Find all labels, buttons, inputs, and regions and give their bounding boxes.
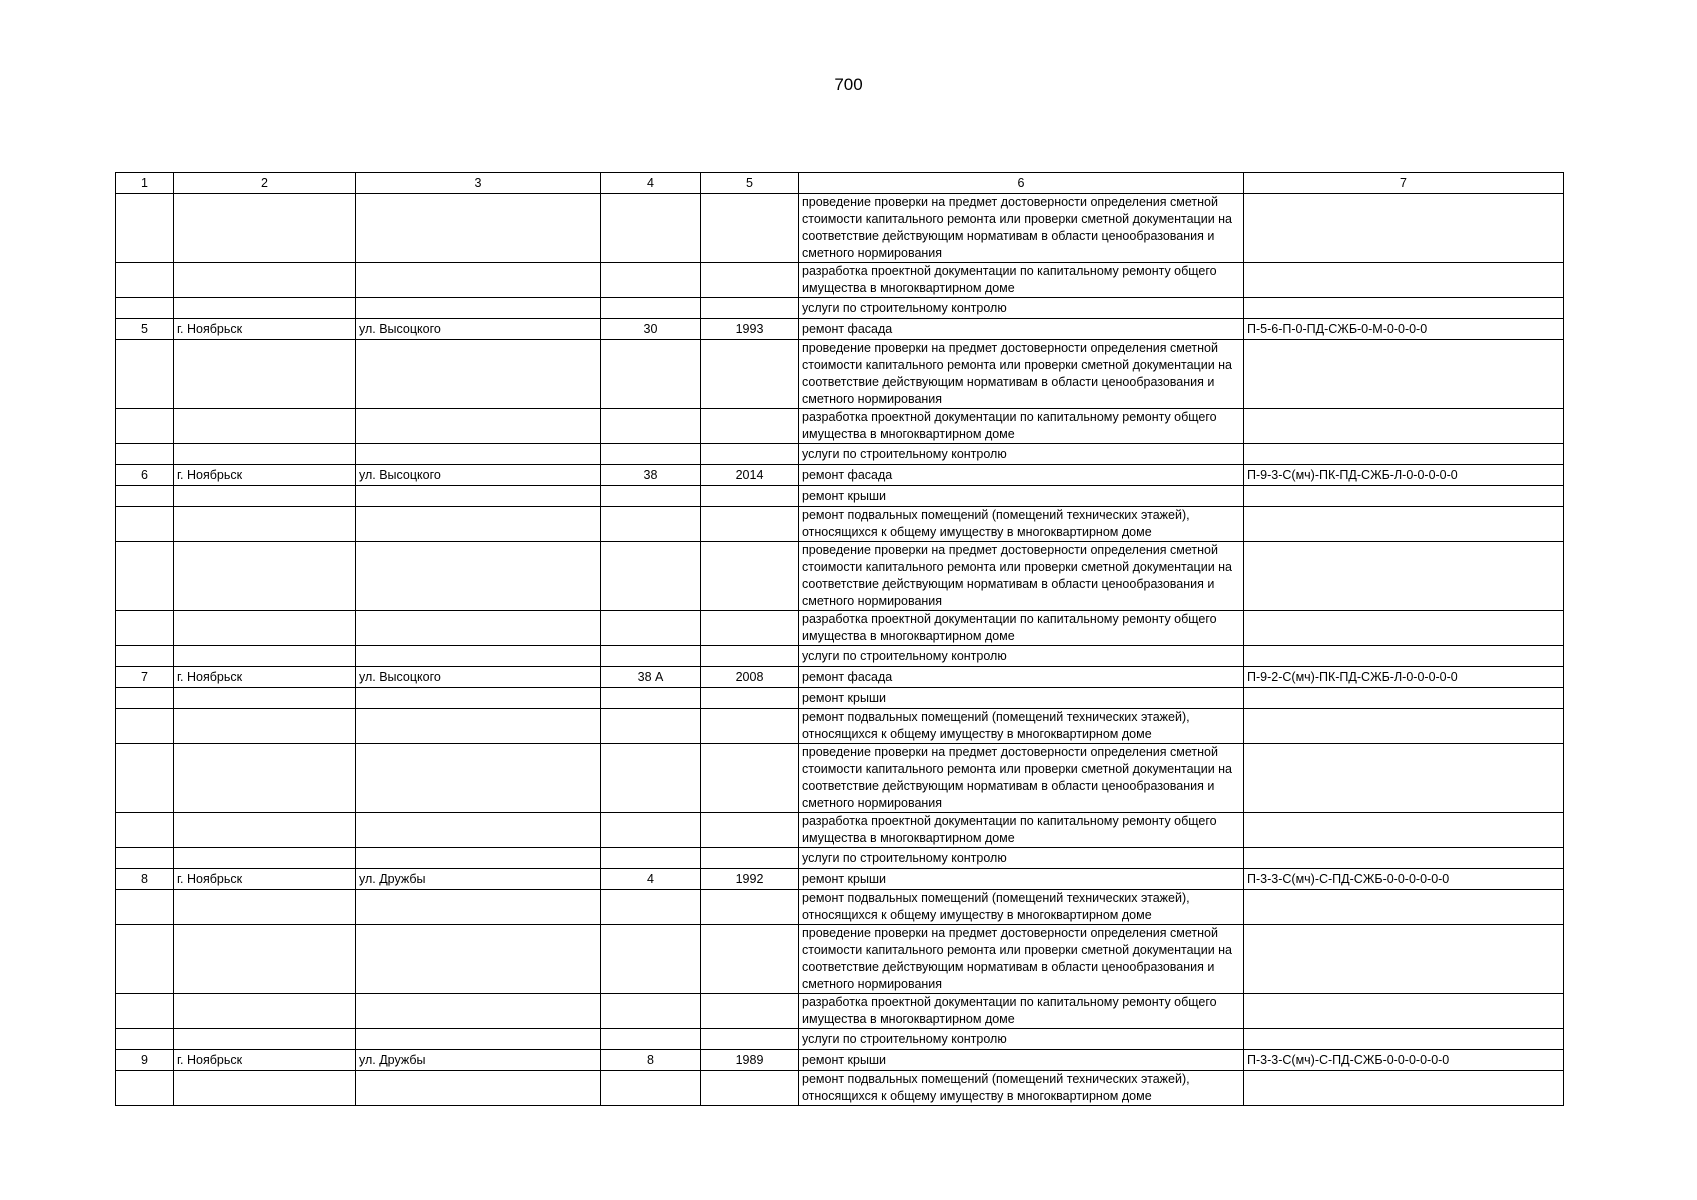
cell-year-built — [701, 542, 799, 611]
cell-street: ул. Дружбы — [356, 869, 601, 890]
cell-city — [174, 507, 356, 542]
cell-row-number — [116, 444, 174, 465]
cell-building-code — [1244, 925, 1564, 994]
cell-work-type: разработка проектной документации по капитальному ремонту общего имущества в многоквартирном доме — [799, 409, 1244, 444]
column-header-5: 5 — [701, 173, 799, 194]
cell-street — [356, 994, 601, 1029]
cell-building-code — [1244, 1029, 1564, 1050]
cell-house-number — [601, 194, 701, 263]
cell-year-built — [701, 194, 799, 263]
cell-row-number: 9 — [116, 1050, 174, 1071]
cell-street — [356, 542, 601, 611]
table-row — [116, 444, 1564, 465]
cell-city — [174, 444, 356, 465]
cell-building-code — [1244, 709, 1564, 744]
cell-street — [356, 298, 601, 319]
cell-city — [174, 994, 356, 1029]
cell-building-code — [1244, 486, 1564, 507]
cell-work-type: ремонт подвальных помещений (помещений технических этажей), относящихся к общему имуществу в многоквартирном доме — [799, 1071, 1244, 1106]
cell-street — [356, 486, 601, 507]
cell-year-built — [701, 890, 799, 925]
column-header-2: 2 — [174, 173, 356, 194]
cell-building-code: П-5-6-П-0-ПД-СЖБ-0-М-0-0-0-0 — [1244, 319, 1564, 340]
cell-city — [174, 744, 356, 813]
cell-row-number — [116, 611, 174, 646]
cell-work-type: услуги по строительному контролю — [799, 1029, 1244, 1050]
table-row — [116, 667, 1564, 688]
cell-city — [174, 409, 356, 444]
cell-house-number: 30 — [601, 319, 701, 340]
cell-house-number — [601, 646, 701, 667]
cell-house-number — [601, 444, 701, 465]
cell-row-number — [116, 744, 174, 813]
cell-street — [356, 1029, 601, 1050]
cell-building-code — [1244, 409, 1564, 444]
table-row — [116, 409, 1564, 444]
column-header-1: 1 — [116, 173, 174, 194]
cell-house-number — [601, 890, 701, 925]
cell-street — [356, 1071, 601, 1106]
cell-city — [174, 848, 356, 869]
cell-house-number — [601, 298, 701, 319]
cell-house-number: 4 — [601, 869, 701, 890]
cell-year-built: 2008 — [701, 667, 799, 688]
cell-building-code — [1244, 263, 1564, 298]
table-row — [116, 194, 1564, 263]
cell-house-number — [601, 925, 701, 994]
cell-work-type: разработка проектной документации по капитальному ремонту общего имущества в многоквартирном доме — [799, 263, 1244, 298]
cell-row-number — [116, 340, 174, 409]
cell-street — [356, 409, 601, 444]
cell-city: г. Ноябрьск — [174, 465, 356, 486]
cell-year-built: 1993 — [701, 319, 799, 340]
table-row — [116, 542, 1564, 611]
cell-year-built — [701, 444, 799, 465]
cell-building-code — [1244, 611, 1564, 646]
cell-street — [356, 263, 601, 298]
cell-street: ул. Высоцкого — [356, 319, 601, 340]
table-row — [116, 340, 1564, 409]
cell-street — [356, 813, 601, 848]
cell-row-number: 6 — [116, 465, 174, 486]
cell-row-number — [116, 298, 174, 319]
table-body — [116, 194, 1564, 1106]
cell-work-type: проведение проверки на предмет достоверности определения сметной стоимости капитального ремонта или проверки сметной документации на соответствие действующим нормативам в области ценообразования и сметного нормирования — [799, 340, 1244, 409]
cell-city: г. Ноябрьск — [174, 869, 356, 890]
cell-city — [174, 611, 356, 646]
cell-work-type: услуги по строительному контролю — [799, 444, 1244, 465]
cell-city: г. Ноябрьск — [174, 319, 356, 340]
cell-house-number: 38 А — [601, 667, 701, 688]
cell-building-code — [1244, 848, 1564, 869]
column-number-row — [116, 173, 1564, 194]
cell-house-number — [601, 1071, 701, 1106]
cell-street — [356, 507, 601, 542]
table-row — [116, 994, 1564, 1029]
cell-row-number — [116, 486, 174, 507]
cell-city — [174, 194, 356, 263]
table-row — [116, 507, 1564, 542]
cell-street — [356, 925, 601, 994]
cell-year-built — [701, 646, 799, 667]
cell-work-type: ремонт подвальных помещений (помещений технических этажей), относящихся к общему имуществу в многоквартирном доме — [799, 507, 1244, 542]
cell-building-code — [1244, 744, 1564, 813]
cell-city — [174, 890, 356, 925]
cell-city: г. Ноябрьск — [174, 667, 356, 688]
cell-work-type: ремонт крыши — [799, 688, 1244, 709]
cell-row-number — [116, 813, 174, 848]
cell-year-built — [701, 340, 799, 409]
cell-house-number — [601, 340, 701, 409]
table-row — [116, 465, 1564, 486]
cell-building-code: П-9-2-С(мч)-ПК-ПД-СЖБ-Л-0-0-0-0-0 — [1244, 667, 1564, 688]
cell-building-code — [1244, 890, 1564, 925]
table-row — [116, 646, 1564, 667]
table-row — [116, 848, 1564, 869]
cell-city — [174, 486, 356, 507]
cell-year-built — [701, 507, 799, 542]
column-header-7: 7 — [1244, 173, 1564, 194]
cell-building-code — [1244, 646, 1564, 667]
cell-house-number — [601, 611, 701, 646]
cell-work-type: проведение проверки на предмет достоверности определения сметной стоимости капитального ремонта или проверки сметной документации на соответствие действующим нормативам в области ценообразования и сметного нормирования — [799, 925, 1244, 994]
cell-house-number — [601, 688, 701, 709]
cell-row-number — [116, 925, 174, 994]
cell-building-code — [1244, 688, 1564, 709]
cell-house-number — [601, 507, 701, 542]
cell-city — [174, 688, 356, 709]
cell-year-built: 1992 — [701, 869, 799, 890]
cell-street: ул. Высоцкого — [356, 667, 601, 688]
table-row — [116, 611, 1564, 646]
cell-row-number — [116, 994, 174, 1029]
cell-year-built — [701, 813, 799, 848]
cell-building-code — [1244, 1071, 1564, 1106]
table-row — [116, 869, 1564, 890]
cell-work-type: ремонт крыши — [799, 486, 1244, 507]
cell-house-number — [601, 813, 701, 848]
cell-building-code — [1244, 298, 1564, 319]
table-row — [116, 744, 1564, 813]
cell-row-number — [116, 542, 174, 611]
cell-city — [174, 542, 356, 611]
cell-street — [356, 444, 601, 465]
table-row — [116, 709, 1564, 744]
cell-street — [356, 848, 601, 869]
column-header-3: 3 — [356, 173, 601, 194]
table-row — [116, 1050, 1564, 1071]
cell-row-number — [116, 709, 174, 744]
cell-work-type: ремонт подвальных помещений (помещений технических этажей), относящихся к общему имуществу в многоквартирном доме — [799, 709, 1244, 744]
cell-row-number — [116, 1071, 174, 1106]
cell-city: г. Ноябрьск — [174, 1050, 356, 1071]
cell-year-built — [701, 263, 799, 298]
cell-year-built — [701, 744, 799, 813]
cell-year-built — [701, 925, 799, 994]
cell-house-number — [601, 709, 701, 744]
cell-work-type: ремонт подвальных помещений (помещений технических этажей), относящихся к общему имуществу в многоквартирном доме — [799, 890, 1244, 925]
cell-street — [356, 709, 601, 744]
cell-work-type: ремонт крыши — [799, 869, 1244, 890]
cell-year-built — [701, 1071, 799, 1106]
cell-house-number — [601, 409, 701, 444]
cell-city — [174, 709, 356, 744]
column-header-6: 6 — [799, 173, 1244, 194]
cell-house-number: 8 — [601, 1050, 701, 1071]
table-row — [116, 925, 1564, 994]
cell-row-number — [116, 409, 174, 444]
cell-work-type: ремонт фасада — [799, 465, 1244, 486]
cell-work-type: разработка проектной документации по капитальному ремонту общего имущества в многоквартирном доме — [799, 994, 1244, 1029]
cell-house-number — [601, 486, 701, 507]
cell-row-number — [116, 890, 174, 925]
cell-house-number — [601, 1029, 701, 1050]
cell-building-code: П-3-3-С(мч)-С-ПД-СЖБ-0-0-0-0-0-0 — [1244, 1050, 1564, 1071]
cell-year-built — [701, 688, 799, 709]
table-row — [116, 319, 1564, 340]
capital-repair-table — [115, 172, 1564, 1106]
table-row — [116, 486, 1564, 507]
cell-house-number — [601, 848, 701, 869]
cell-year-built: 1989 — [701, 1050, 799, 1071]
cell-city — [174, 1071, 356, 1106]
cell-city — [174, 263, 356, 298]
cell-work-type: проведение проверки на предмет достоверности определения сметной стоимости капитального ремонта или проверки сметной документации на соответствие действующим нормативам в области ценообразования и сметного нормирования — [799, 542, 1244, 611]
cell-row-number: 7 — [116, 667, 174, 688]
table-row — [116, 688, 1564, 709]
cell-street: ул. Дружбы — [356, 1050, 601, 1071]
cell-street — [356, 688, 601, 709]
cell-row-number — [116, 194, 174, 263]
page-number: 700 — [834, 75, 863, 94]
table-row — [116, 298, 1564, 319]
cell-work-type: разработка проектной документации по капитальному ремонту общего имущества в многоквартирном доме — [799, 813, 1244, 848]
cell-house-number — [601, 994, 701, 1029]
cell-city — [174, 298, 356, 319]
cell-building-code — [1244, 507, 1564, 542]
cell-building-code — [1244, 340, 1564, 409]
cell-street — [356, 890, 601, 925]
cell-city — [174, 813, 356, 848]
cell-year-built — [701, 848, 799, 869]
cell-street: ул. Высоцкого — [356, 465, 601, 486]
cell-row-number: 8 — [116, 869, 174, 890]
column-header-4: 4 — [601, 173, 701, 194]
cell-building-code — [1244, 444, 1564, 465]
cell-city — [174, 340, 356, 409]
cell-year-built — [701, 709, 799, 744]
table-row — [116, 1029, 1564, 1050]
cell-row-number — [116, 507, 174, 542]
cell-work-type: ремонт крыши — [799, 1050, 1244, 1071]
cell-work-type: услуги по строительному контролю — [799, 848, 1244, 869]
cell-city — [174, 646, 356, 667]
cell-street — [356, 340, 601, 409]
cell-year-built — [701, 298, 799, 319]
table-row — [116, 890, 1564, 925]
cell-row-number — [116, 1029, 174, 1050]
cell-work-type: проведение проверки на предмет достоверности определения сметной стоимости капитального ремонта или проверки сметной документации на соответствие действующим нормативам в области ценообразования и сметного нормирования — [799, 194, 1244, 263]
cell-year-built — [701, 1029, 799, 1050]
cell-row-number: 5 — [116, 319, 174, 340]
cell-year-built — [701, 994, 799, 1029]
cell-building-code: П-3-3-С(мч)-С-ПД-СЖБ-0-0-0-0-0-0 — [1244, 869, 1564, 890]
cell-city — [174, 1029, 356, 1050]
cell-city — [174, 925, 356, 994]
cell-year-built — [701, 611, 799, 646]
cell-row-number — [116, 263, 174, 298]
cell-work-type: услуги по строительному контролю — [799, 646, 1244, 667]
cell-house-number: 38 — [601, 465, 701, 486]
cell-street — [356, 194, 601, 263]
cell-building-code — [1244, 994, 1564, 1029]
cell-work-type: разработка проектной документации по капитальному ремонту общего имущества в многоквартирном доме — [799, 611, 1244, 646]
cell-house-number — [601, 744, 701, 813]
cell-work-type: проведение проверки на предмет достоверности определения сметной стоимости капитального ремонта или проверки сметной документации на соответствие действующим нормативам в области ценообразования и сметного нормирования — [799, 744, 1244, 813]
table-row — [116, 813, 1564, 848]
cell-row-number — [116, 848, 174, 869]
cell-street — [356, 646, 601, 667]
cell-work-type: ремонт фасада — [799, 319, 1244, 340]
cell-row-number — [116, 646, 174, 667]
cell-year-built — [701, 486, 799, 507]
cell-street — [356, 611, 601, 646]
cell-building-code — [1244, 813, 1564, 848]
cell-work-type: услуги по строительному контролю — [799, 298, 1244, 319]
cell-house-number — [601, 263, 701, 298]
cell-row-number — [116, 688, 174, 709]
table-row — [116, 263, 1564, 298]
cell-building-code — [1244, 542, 1564, 611]
cell-building-code: П-9-3-С(мч)-ПК-ПД-СЖБ-Л-0-0-0-0-0 — [1244, 465, 1564, 486]
cell-year-built: 2014 — [701, 465, 799, 486]
cell-work-type: ремонт фасада — [799, 667, 1244, 688]
table-row — [116, 1071, 1564, 1106]
cell-street — [356, 744, 601, 813]
cell-building-code — [1244, 194, 1564, 263]
cell-year-built — [701, 409, 799, 444]
cell-house-number — [601, 542, 701, 611]
